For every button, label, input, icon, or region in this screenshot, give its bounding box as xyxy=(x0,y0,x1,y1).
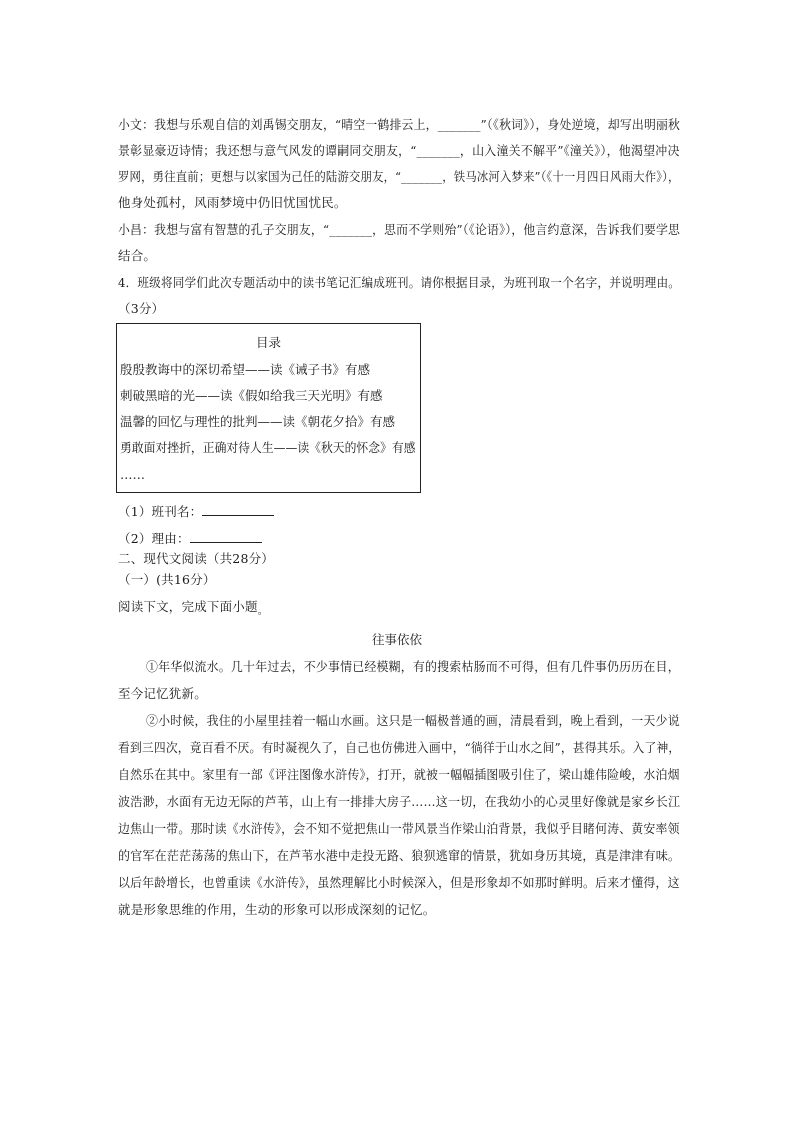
xiaowen-line-1: 小文：我想与乐观自信的刘禹锡交朋友，“晴空一鹤排云上，_______”（《秋词》），身处逆境，却写出明丽秋 xyxy=(118,117,681,132)
article-p1-line-1: ①年华似流水。几十年过去，不少事情已经模糊，有的搜索枯肠而不可得，但有几件事仍历历在目， xyxy=(146,659,680,674)
xiaowen-line-4: 他身处孤村，风雨梦境中仍旧忧国忧民。 xyxy=(118,195,347,210)
toc-item: 殷殷教诲中的深切希望——读《诫子书》有感 xyxy=(120,362,371,377)
answer-name-label: （1）班刊名： xyxy=(118,504,203,519)
xiaochang-line-1: 小昌：我想与富有智慧的孔子交朋友，“_______，思而不学则殆”（《论语》），他言约意深，告诉我们要学思 xyxy=(118,222,681,237)
toc-item: 勇敢面对挫折，正确对待人生——读《秋天的怀念》有感 xyxy=(120,440,416,455)
table-of-contents-box xyxy=(116,323,421,493)
answer-name-blank[interactable] xyxy=(202,503,274,516)
article-p2-line-4: 波浩渺，水面有无边无际的芦苇，山上有一排排大房子……这一切，在我幼小的心灵里好像就是家乡长江 xyxy=(118,794,681,809)
section-2-heading: 二、现代文阅读（共28分） xyxy=(118,551,275,566)
article-p2-line-3: 自然乐在其中。家里有一部《评注图像水浒传》，打开，就被一幅幅插图吸引住了，梁山雄伟险峻，水泊烟 xyxy=(118,767,680,782)
article-p2-line-6: 的官军在茫茫荡荡的焦山下，在芦苇水港中走投无路、狼狈逃窜的情景，犹如身历其境，真是津津有味。 xyxy=(118,848,681,863)
reading-instruction xyxy=(118,599,268,620)
answer-reason-blank[interactable] xyxy=(190,530,262,543)
article-p2-line-2: 看到三四次，竟百看不厌。有时凝视久了，自己也仿佛进入画中，“徜徉于山水之间”，甚得其乐。入了神， xyxy=(118,740,681,755)
question-4-line-2: （3分） xyxy=(118,301,165,316)
article-p1-line-2: 至今记忆犹新。 xyxy=(118,686,207,701)
question-4-line-1: 4．班级将同学们此次专题活动中的读书笔记汇编成班刊。请你根据目录，为班刊取一个名字，并说明理由。 xyxy=(118,275,681,290)
article-p2-line-5: 边焦山一带。那时读《水浒传》，会不知不觉把焦山一带风景当作梁山泊背景，我似乎目睹何涛、黄安率领 xyxy=(118,821,680,836)
toc-item-ellipsis: …… xyxy=(120,467,145,482)
toc-item: 温馨的回忆与理性的批判——读《朝花夕拾》有感 xyxy=(120,414,396,429)
xiaowen-line-2: 景彰显豪迈诗情；我还想与意气风发的谭嗣同交朋友，“_______，山入潼关不解平”《潼关》），他渴望冲决 xyxy=(118,143,680,158)
article-p2-line-8: 就是形象思维的作用，生动的形象可以形成深刻的记忆。 xyxy=(118,902,436,917)
toc-item: 刺破黑暗的光——读《假如给我三天光明》有感 xyxy=(120,388,383,403)
article-p2-line-7: 以后年龄增长，也曾重读《水浒传》，虽然理解比小时候深入，但是形象却不如那时鲜明。后来才懂得，这 xyxy=(118,875,680,890)
xiaowen-line-3: 罗网，勇往直前；更想与以家国为己任的陆游交朋友，“_______，铁马冰河入梦来”（《十一月四日风雨大作》）， xyxy=(118,169,680,184)
section-2-sub-heading: （一）(共16分） xyxy=(118,572,216,587)
xiaochang-line-2: 结合。 xyxy=(118,248,157,263)
answer-reason-label: （2）理由： xyxy=(118,531,190,546)
reading-instruction-dot: 。 xyxy=(257,606,268,617)
answer-reason-row xyxy=(118,530,262,547)
answer-name-row xyxy=(118,503,274,520)
article-p2-line-1: ②小时候，我住的小屋里挂着一幅山水画。这只是一幅极普通的画，清晨看到，晚上看到，一天少说 xyxy=(146,713,680,728)
reading-instruction-text: 阅读下文，完成下面小题 xyxy=(118,599,258,614)
toc-title: 目录 xyxy=(255,335,281,350)
article-title: 往事依依 xyxy=(371,632,422,647)
